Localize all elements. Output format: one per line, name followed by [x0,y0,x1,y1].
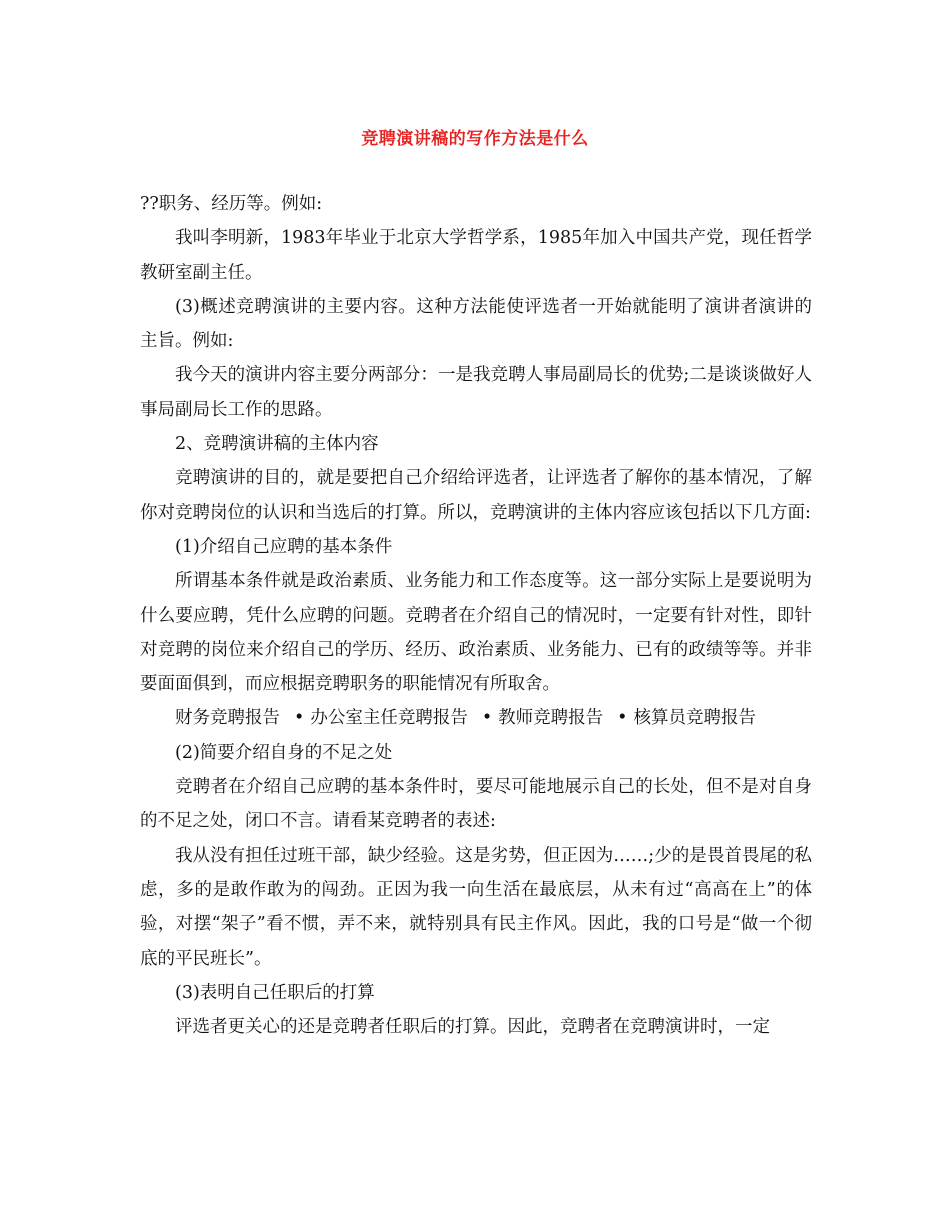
paragraph: 我今天的演讲内容主要分两部分：一是我竞聘人事局副局长的优势;二是谈谈做好人事局副局长工作的思路。 [140,365,812,420]
related-link-accountant[interactable]: 核算员竞聘报告 [633,708,756,729]
related-link-finance[interactable]: 财务竞聘报告 [175,708,280,729]
section-heading: 2、竞聘演讲稿的主体内容 [175,434,379,455]
paragraph: (3)概述竞聘演讲的主要内容。这种方法能使评选者一开始就能明了演讲者演讲的主旨。例如: [140,296,812,352]
subsection-heading: (3)表明自己任职后的打算 [175,982,375,1003]
document-body [140,187,812,1044]
bullet-separator: • [617,708,628,729]
paragraph: 我叫李明新，1983年毕业于北京大学哲学系，1985年加入中国共产党，现任哲学教研室副主任。 [140,228,812,283]
bullet-separator: • [481,708,493,729]
paragraph: 评选者更关心的还是竞聘者任职后的打算。因此，竞聘者在竞聘演讲时，一定 [175,1017,770,1038]
paragraph: 我从没有担任过班干部，缺少经验。这是劣势，但正因为……;少的是畏首畏尾的私虑，多的是敢作敢为的闯劲。正因为我一向生活在最底层，从未有过“高高在上”的体验，对摆“架子”看不惯，弄不来，就特别具有民主作风。因此，我的口号是“做一个彻底的平民班长”。 [140,845,812,969]
related-links [140,701,812,735]
paragraph: 竞聘者在介绍自己应聘的基本条件时，要尽可能地展示自己的长处，但不是对自身的不足之处，闭口不言。请看某竞聘者的表述: [140,777,812,832]
subsection-heading: (2)简要介绍自身的不足之处 [175,742,393,763]
bullet-separator: • [294,708,305,729]
document-title: 竞聘演讲稿的写作方法是什么 [361,129,589,149]
related-link-teacher[interactable]: 教师竞聘报告 [498,708,604,729]
paragraph: 所谓基本条件就是政治素质、业务能力和工作态度等。这一部分实际上是要说明为什么要应聘，凭什么应聘的问题。竞聘者在介绍自己的情况时，一定要有针对性，即针对竞聘的岗位来介绍自己的学历、经历、政治素质、业务能力、已有的政绩等等。并非要面面俱到，而应根据竞聘职务的职能情况有所取舍。 [140,571,812,695]
subsection-heading: (1)介绍自己应聘的基本条件 [175,536,393,557]
paragraph: ??职务、经历等。例如: [140,194,323,214]
related-link-office-director[interactable]: 办公室主任竞聘报告 [310,708,468,729]
paragraph: 竞聘演讲的目的，就是要把自己介绍给评选者，让评选者了解你的基本情况，了解你对竞聘岗位的认识和当选后的打算。所以，竞聘演讲的主体内容应该包括以下几方面: [140,468,812,523]
